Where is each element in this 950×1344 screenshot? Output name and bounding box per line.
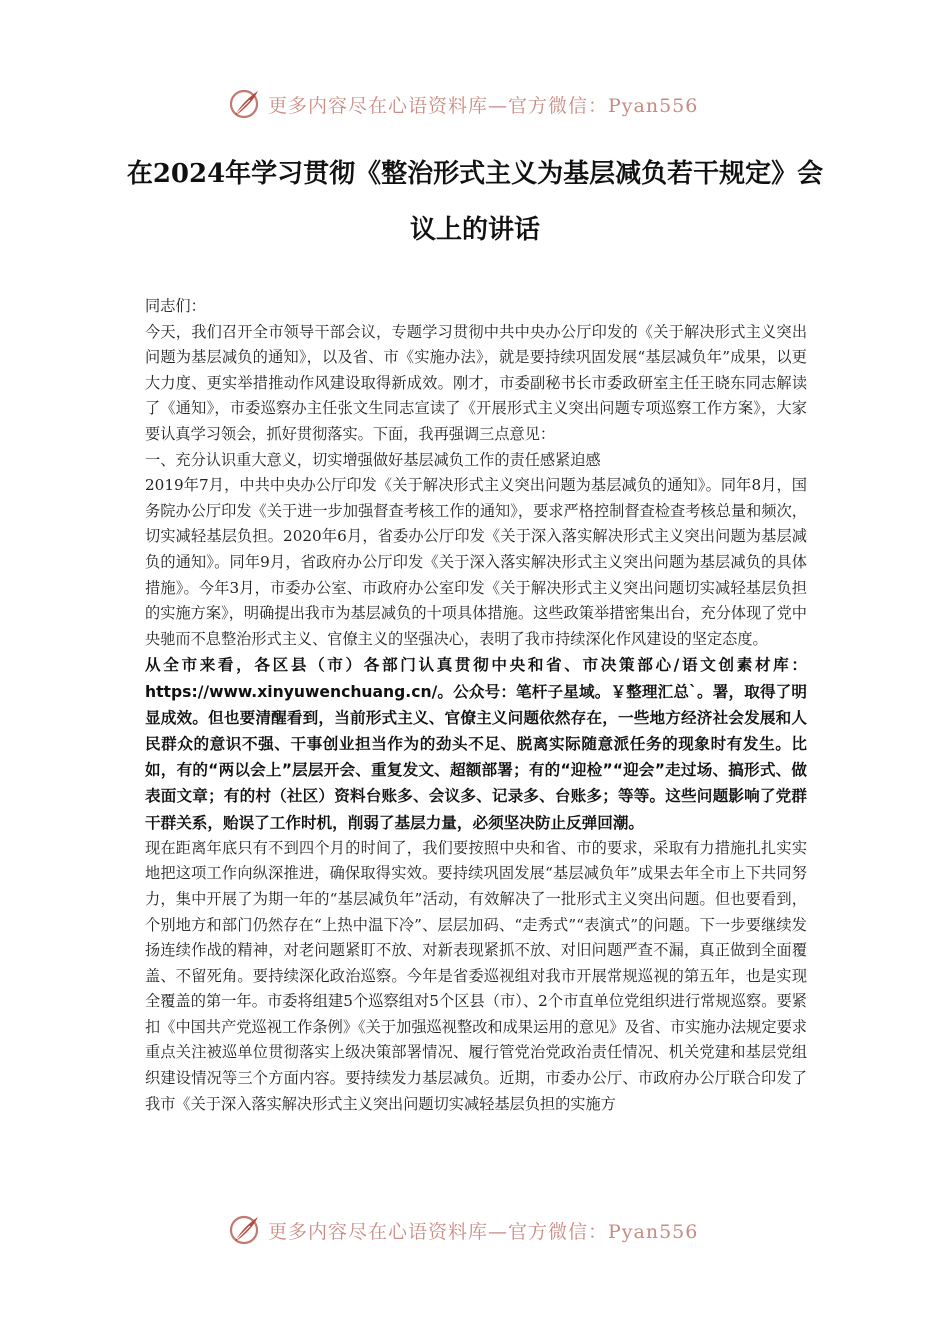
document-body xyxy=(145,294,807,1117)
quill-pen-icon xyxy=(228,1213,262,1247)
section-heading: 一、充分认识重大意义，切实增强做好基层减负工作的责任感紧迫感 xyxy=(145,450,601,469)
paragraph: 2019年7月，中共中央办公厅印发《关于解决形式主义突出问题为基层减负的通知》。同年8月，国务院办公厅印发《关于进一步加强督查考核工作的通知》，要求严格控制督查检查考核总量和频次，切实减轻基层负担。2020年6月，省委办公厅印发《关于深入落实解决形式主义突出问题为基层减负的通知》。同年9月，省政府办公厅印发《关于深入落实解决形式主义突出问题为基层减负的具体措施》。今年3月，市委办公室、市政府办公室印发《关于解决形式主义突出问题切实减轻基层负担的实施方案》，明确提出我市为基层减负的十项具体措施。这些政策举措密集出台，充分体现了党中央驰而不息整治形式主义、官僚主义的坚强决心，表明了我市持续深化作风建设的坚定态度。 xyxy=(145,476,807,648)
paragraph-bold: 从全市来看，各区县（市）各部门认真贯彻中央和省、市决策部心/语文创素材库：https://www.xinyuwenchuang.cn/。公众号：笔杆子星域。￥整理汇总`。署，取得了明显成效。但也要清醒看到，当前形式主义、官僚主义问题依然存在，一些地方经济社会发展和人民群众的意识不强、干事创业担当作为的劲头不足、脱离实际随意派任务的现象时有发生。比如，有的“两以会上”层层开会、重复发文、超额部署；有的“迎检”“迎会”走过场、搞形式、做表面文章；有的村（社区）资料台账多、会议多、记录多、台账多；等等。这些问题影响了党群干群关系，贻误了工作时机，削弱了基层力量，必须坚决防止反弹回潮。 xyxy=(145,656,807,832)
watermark-banner-bottom xyxy=(228,1210,728,1250)
quill-pen-icon xyxy=(228,87,262,121)
watermark-text: 更多内容尽在心语资料库—官方微信：Pyan556 xyxy=(268,1220,699,1243)
watermark-text: 更多内容尽在心语资料库—官方微信：Pyan556 xyxy=(268,94,699,117)
paragraph: 今天，我们召开全市领导干部会议，专题学习贯彻中共中央办公厅印发的《关于解决形式主义突出问题为基层减负的通知》，以及省、市《实施办法》，就是要持续巩固发展“基层减负年”成果，以更大力度、更实举措推动作风建设取得新成效。刚才，市委副秘书长市委政研室主任王晓东同志解读了《通知》，市委巡察办主任张文生同志宣读了《开展形式主义突出问题专项巡察工作方案》，大家要认真学习领会，抓好贯彻落实。下面，我再强调三点意见： xyxy=(145,322,807,443)
salutation: 同志们： xyxy=(145,297,206,315)
document-title: 在2024年学习贯彻《整治形式主义为基层减负若干规定》会议上的讲话 xyxy=(126,159,824,245)
paragraph: 现在距离年底只有不到四个月的时间了，我们要按照中央和省、市的要求，采取有力措施扎扎实实地把这项工作向纵深推进，确保取得实效。要持续巩固发展“基层减负年”成果去年全市上下共同努力，集中开展了为期一年的“基层减负年”活动，有效解决了一批形式主义突出问题。但也要看到，个别地方和部门仍然存在“上热中温下冷”、层层加码、“走秀式”“表演式”的问题。下一步要继续发扬连续作战的精神，对老问题紧盯不放、对新表现紧抓不放、对旧问题严查不漏，真正做到全面覆盖、不留死角。要持续深化政治巡察。今年是省委巡视组对我市开展常规巡视的第五年，也是实现全覆盖的第一年。市委将组建5个巡察组对5个区县（市）、2个市直单位党组织进行常规巡察。要紧扣《中国共产党巡视工作条例》《关于加强巡视整改和成果运用的意见》及省、市实施办法规定要求重点关注被巡单位贯彻落实上级决策部署情况、履行管党治党政治责任情况、机关党建和基层党组织建设情况等三个方面内容。要持续发力基层减负。近期，市委办公厅、市政府办公厅联合印发了我市《关于深入落实解决形式主义突出问题切实减轻基层负担的实施方 xyxy=(145,838,807,1113)
watermark-banner-top xyxy=(228,84,728,124)
